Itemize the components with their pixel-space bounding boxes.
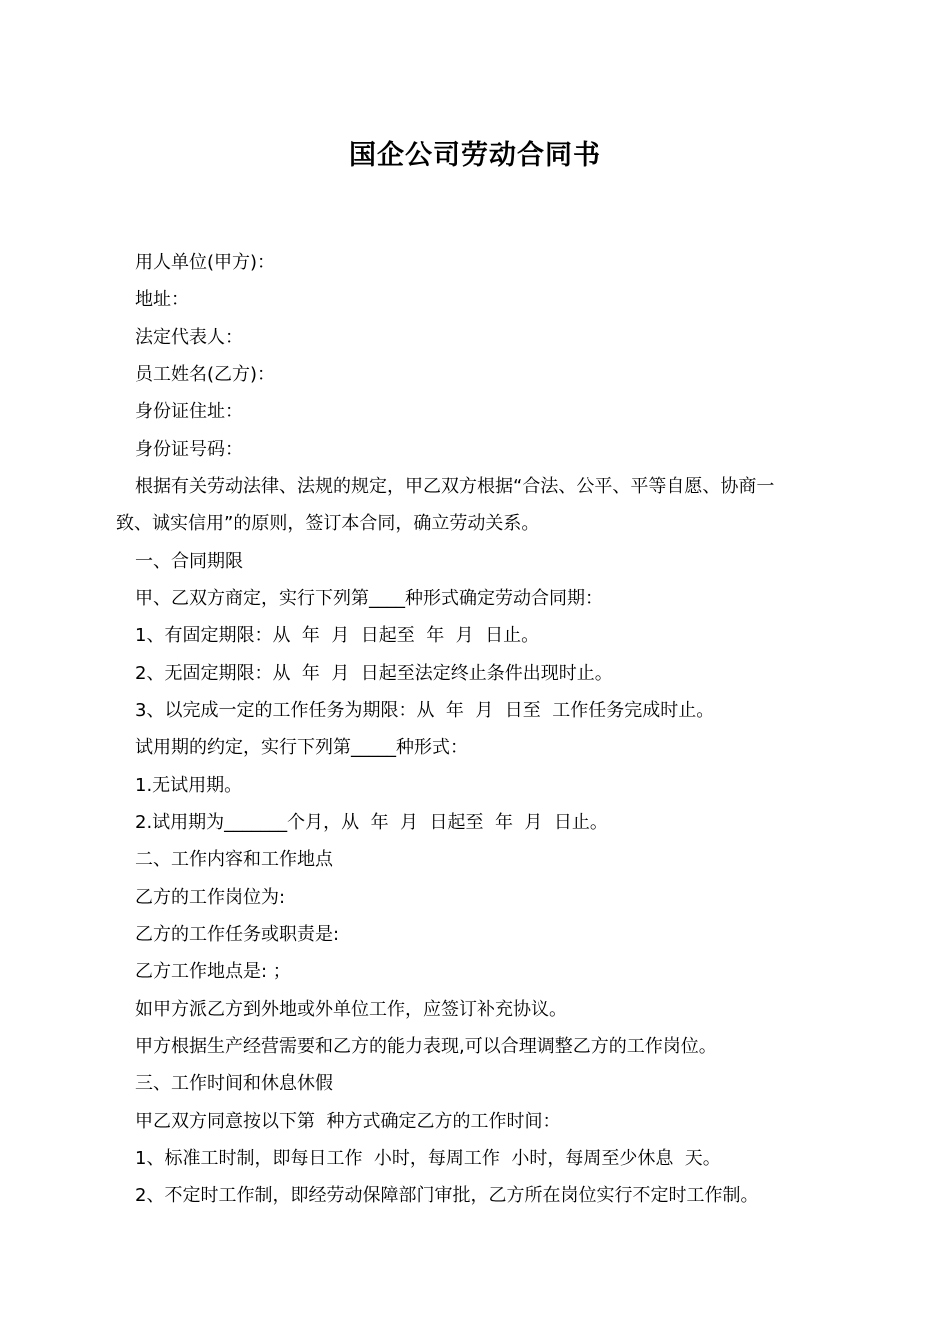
employer-field: 用人单位(甲方)： [135,252,276,273]
document-title: 国企公司劳动合同书 [349,140,601,171]
probation-intro: 试用期的约定，实行下列第_____种形式： [135,737,468,758]
work-location-field: 乙方工作地点是: ； [135,961,291,982]
address-field: 地址： [135,289,189,310]
section-heading-work-content: 二、工作内容和工作地点 [135,849,333,870]
section-heading-working-hours: 三、工作时间和休息休假 [135,1073,333,1094]
working-hours-option-2: 2、不定时工作制，即经劳动保障部门审批，乙方所在岗位实行不定时工作制。 [135,1185,759,1206]
position-adjustment-clause: 甲方根据生产经营需要和乙方的能力表现,可以合理调整乙方的工作岗位。 [135,1036,717,1057]
employee-name-field: 员工姓名(乙方)： [135,364,276,385]
contract-term-option-3: 3、以完成一定的工作任务为期限：从 年 月 日至 工作任务完成时止。 [135,700,715,721]
section-heading-contract-term: 一、合同期限 [135,551,243,572]
id-address-field: 身份证住址： [135,401,243,422]
contract-term-option-1: 1、有固定期限：从 年 月 日起至 年 月 日止。 [135,625,540,646]
preamble-paragraph-line-2: 致、诚实信用”的原则，签订本合同，确立劳动关系。 [116,513,540,534]
contract-term-intro: 甲、乙双方商定，实行下列第____种形式确定劳动合同期： [135,588,603,609]
contract-term-option-2: 2、无固定期限：从 年 月 日起至法定终止条件出现时止。 [135,663,613,684]
probation-option-2: 2.试用期为_______个月，从 年 月 日起至 年 月 日止。 [135,812,608,833]
legal-representative-field: 法定代表人： [135,327,243,348]
probation-option-1: 1.无试用期。 [135,775,243,796]
working-hours-option-1: 1、标准工时制，即每日工作 小时，每周工作 小时，每周至少休息 天。 [135,1148,721,1169]
preamble-paragraph-line-1: 根据有关劳动法律、法规的规定，甲乙双方根据“合法、公平、平等自愿、协商一 [135,476,775,497]
external-assignment-clause: 如甲方派乙方到外地或外单位工作，应签订补充协议。 [135,999,567,1020]
id-number-field: 身份证号码： [135,439,243,460]
job-duties-field: 乙方的工作任务或职责是: [135,924,340,945]
working-hours-intro: 甲乙双方同意按以下第 种方式确定乙方的工作时间： [135,1111,561,1132]
job-position-field: 乙方的工作岗位为: [135,887,286,908]
